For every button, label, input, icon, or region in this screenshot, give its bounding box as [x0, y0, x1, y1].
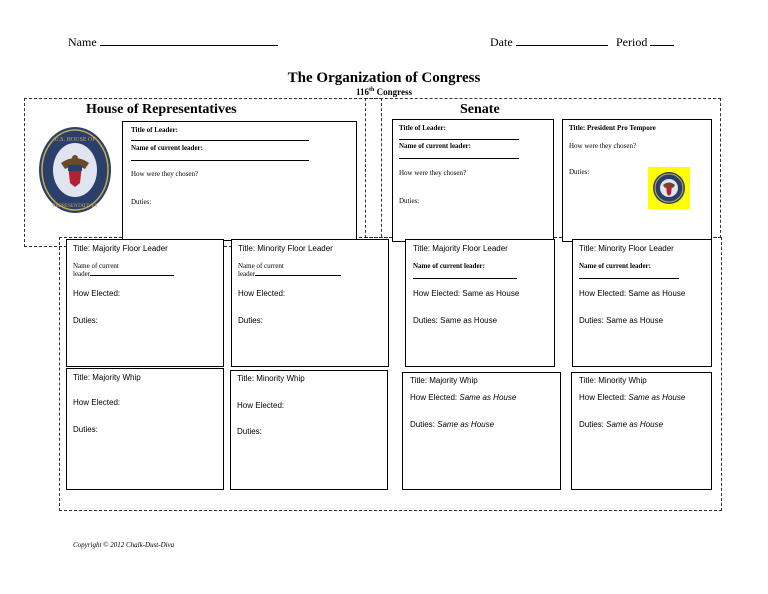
senate-leader-chosen-label: How were they chosen?: [399, 169, 467, 177]
senate-minority-leader-box[interactable]: [572, 239, 712, 367]
senate-minority-leader-name-label: Name of current leader:: [579, 262, 651, 270]
senate-majority-whip-box[interactable]: [402, 372, 561, 490]
senate-minority-leader-duties: Duties: Same as House: [579, 316, 664, 325]
senate-majority-whip-elected-value: Same as House: [459, 393, 517, 402]
name-label: Name: [68, 35, 97, 49]
house-leader-name-line[interactable]: [131, 160, 309, 161]
senate-majority-whip-duties: [410, 420, 494, 429]
senate-leader-box[interactable]: [392, 119, 554, 242]
senate-seal-icon: [648, 167, 690, 209]
pro-tempore-chosen-label: How were they chosen?: [569, 142, 637, 150]
page-title: The Organization of Congress: [287, 70, 481, 86]
house-minority-leader-elected: How Elected:: [238, 289, 286, 298]
period-label: Period: [616, 35, 648, 49]
house-majority-leader-box[interactable]: [66, 239, 224, 367]
house-majority-leader-name-word: leader: [73, 270, 91, 278]
house-leader-title-line[interactable]: [131, 140, 309, 141]
house-majority-whip-elected: How Elected:: [73, 398, 121, 407]
senate-minority-whip-duties-label: Duties:: [579, 420, 604, 429]
period-field[interactable]: [616, 35, 674, 50]
svg-text:REPRESENTATIVES: REPRESENTATIVES: [52, 204, 98, 209]
senate-minority-whip-box[interactable]: [571, 372, 712, 490]
senate-majority-whip-duties-label: Duties:: [410, 420, 435, 429]
house-minority-whip-duties: Duties:: [237, 427, 262, 436]
senate-minority-whip-elected-label: How Elected:: [579, 393, 627, 402]
senate-minority-leader-elected: How Elected: Same as House: [579, 289, 686, 298]
senate-leader-title-line[interactable]: [399, 139, 519, 140]
copyright-text: Copyright © 2012 Chalk-Dust-Diva: [73, 541, 175, 549]
date-blank[interactable]: [516, 45, 608, 46]
senate-leader-duties-label: Duties:: [399, 197, 420, 205]
pro-tempore-title-label: Title: President Pro Tempore: [569, 124, 656, 132]
senate-heading: Senate: [460, 102, 500, 117]
senate-majority-leader-elected: How Elected: Same as House: [413, 289, 520, 298]
senate-minority-whip-duties: [579, 420, 663, 429]
house-minority-leader-name-word: leader: [238, 270, 256, 278]
house-majority-leader-name-line[interactable]: [90, 275, 174, 276]
house-heading: House of Representatives: [86, 102, 237, 117]
senate-majority-whip-elected-label: How Elected:: [410, 393, 458, 402]
house-minority-leader-name-label1: Name of current: [238, 262, 284, 270]
senate-majority-whip-title: Title: Majority Whip: [410, 376, 478, 385]
house-majority-leader-name-label2: [73, 270, 174, 278]
house-minority-whip-title: Title: Minority Whip: [237, 374, 305, 383]
name-blank[interactable]: [100, 45, 278, 46]
house-leader-duties-label: Duties:: [131, 198, 152, 206]
house-leader-box[interactable]: [122, 121, 357, 241]
period-blank[interactable]: [650, 45, 674, 46]
house-leader-chosen-label: How were they chosen?: [131, 170, 199, 178]
senate-majority-leader-duties: Duties: Same as House: [413, 316, 498, 325]
senate-minority-whip-elected-value: Same as House: [628, 393, 686, 402]
house-minority-leader-name-line[interactable]: [255, 275, 341, 276]
senate-minority-leader-name-line[interactable]: [579, 278, 679, 279]
senate-minority-whip-duties-value: Same as House: [606, 420, 664, 429]
senate-leader-name-label: Name of current leader:: [399, 142, 471, 150]
house-minority-whip-box[interactable]: [230, 370, 388, 490]
house-majority-leader-name-label1: Name of current: [73, 262, 119, 270]
house-leader-title-label: Title of Leader:: [131, 126, 178, 134]
house-majority-whip-duties: Duties:: [73, 425, 98, 434]
house-minority-leader-duties: Duties:: [238, 316, 263, 325]
house-minority-leader-title: Title: Minority Floor Leader: [238, 244, 333, 253]
congress-suffix: th: [369, 87, 375, 93]
date-label: Date: [490, 35, 513, 49]
pro-tempore-box[interactable]: [562, 119, 712, 242]
senate-majority-leader-title: Title: Majority Floor Leader: [413, 244, 508, 253]
house-leader-name-label: Name of current leader:: [131, 144, 203, 152]
senate-leader-title-label: Title of Leader:: [399, 124, 446, 132]
senate-leader-name-line[interactable]: [399, 158, 519, 159]
house-minority-whip-elected: How Elected:: [237, 401, 285, 410]
congress-number: 116: [356, 87, 370, 97]
date-field[interactable]: [490, 35, 608, 50]
house-minority-leader-name-label2: [238, 270, 341, 278]
page-subtitle: [0, 87, 768, 97]
senate-majority-leader-name-line[interactable]: [413, 278, 517, 279]
senate-minority-whip-title: Title: Minority Whip: [579, 376, 647, 385]
senate-minority-leader-title: Title: Minority Floor Leader: [579, 244, 674, 253]
senate-majority-leader-box[interactable]: [405, 239, 555, 367]
senate-majority-whip-elected: [410, 393, 516, 402]
house-seal-icon: [37, 125, 113, 215]
senate-minority-whip-elected: [579, 393, 685, 402]
pro-tempore-duties-label: Duties:: [569, 168, 590, 176]
senate-majority-leader-name-label: Name of current leader:: [413, 262, 485, 270]
house-majority-whip-box[interactable]: [66, 368, 224, 490]
congress-word: Congress: [376, 87, 412, 97]
name-field[interactable]: [68, 35, 278, 50]
house-majority-whip-title: Title: Majority Whip: [73, 373, 141, 382]
house-majority-leader-elected: How Elected:: [73, 289, 121, 298]
senate-majority-whip-duties-value: Same as House: [437, 420, 495, 429]
house-minority-leader-box[interactable]: [231, 239, 389, 367]
house-majority-leader-duties: Duties:: [73, 316, 98, 325]
svg-text:U.S. HOUSE OF: U.S. HOUSE OF: [54, 137, 96, 143]
house-majority-leader-title: Title: Majority Floor Leader: [73, 244, 168, 253]
